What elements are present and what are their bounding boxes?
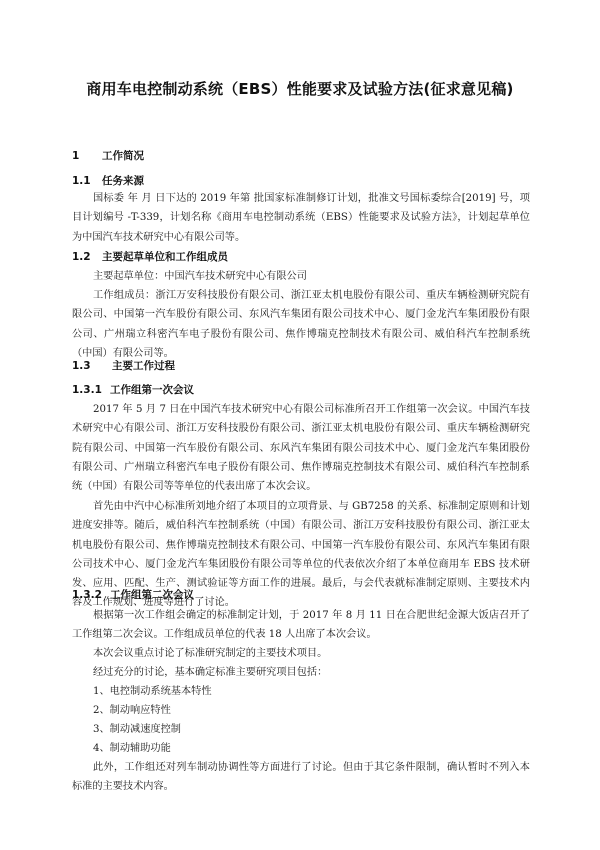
section-title: 任务来源 [102, 175, 144, 187]
section-1-2-heading [72, 249, 228, 264]
section-1-3-2-heading [72, 587, 194, 602]
section-number: 1.2 [72, 251, 91, 263]
list-item: 3、制动减速度控制 [93, 724, 181, 735]
section-title: 主要工作过程 [112, 360, 175, 372]
list-item: 2、制动响应特性 [93, 705, 171, 716]
section-number: 1 [72, 150, 80, 162]
paragraph-meeting2-conclusion: 此外，工作组还对列车制动协调性等方面进行了讨论。但由于其它条件限制，确认暂时不列入本标准的主要技术内容。 [72, 762, 530, 793]
section-title: 工作简况 [102, 150, 144, 162]
section-title: 主要起草单位和工作组成员 [102, 251, 228, 263]
section-title: 工作组第二次会议 [110, 589, 194, 601]
list-item: 1、电控制动系统基本特性 [93, 686, 212, 697]
section-title: 工作组第一次会议 [110, 384, 194, 396]
paragraph-meeting2-intro: 根据第一次工作组会确定的标准制定计划，于 2017 年 8 月 11 日在合肥世纪金源大饭店召开了工作组第二次会议。工作组成员单位的代表 18 人出席了本次会议。 [72, 610, 530, 641]
paragraph-meeting2-discussion: 经过充分的讨论，基本确定标准主要研究项目包括： [93, 667, 328, 678]
section-1-3-1-heading [72, 382, 194, 397]
paragraph-meeting1-attendance: 2017 年 5 月 7 日在中国汽车技术研究中心有限公司标准所召开工作组第一次会议。中国汽车技术研究中心有限公司、浙江万安科技股份有限公司、浙江亚太机电股份有限公司、重庆车辆检测研究院有限公司、中国第一汽车股份有限公司、东风汽车集团有限公司技术中心、厦门金龙汽车集团股份有限公司、广州瑞立科密汽车电子股份有限公司、焦作博瑞克控制技术有限公司、威伯科汽车控制系统（中国）有限公司等等单位的代表出席了本次会议。 [72, 404, 530, 493]
paragraph-meeting1-content: 首先由中汽中心标准所刘地介绍了本项目的立项背景、与 GB7258 的关系、标准制定原则和计划进度安排等。随后，威伯科汽车控制系统（中国）有限公司、浙江万安科技股份有限公司、浙江亚太机电股份有限公司、焦作博瑞克控制技术有限公司、中国第一汽车股份有限公司、东风汽车集团有限公司技术中心、厦门金龙汽车集团股份有限公司等单位的代表依次介绍了本单位商用车 EBS 技术研发、应用、匹配、生产、测试验证等方面工作的进展。最后，与会代表就标准制定原则、主要技术内容及工作规划、进度等进行了讨论。 [72, 501, 530, 609]
section-number: 1.3.1 [72, 384, 102, 396]
paragraph-main-drafter: 主要起草单位：中国汽车技术研究中心有限公司 [93, 271, 307, 282]
document-title: 商用车电控制动系统（EBS）性能要求及试验方法(征求意见稿) [86, 80, 514, 98]
paragraph-members: 工作组成员：浙江万安科技股份有限公司、浙江亚太机电股份有限公司、重庆车辆检测研究院有限公司、中国第一汽车股份有限公司、东风汽车集团有限公司技术中心、厦门金龙汽车集团股份有限公司、广州瑞立科密汽车电子股份有限公司、焦作博瑞克控制技术有限公司、威伯科汽车控制系统（中国）有限公司等。 [72, 290, 530, 359]
section-1-3-heading [72, 358, 175, 373]
list-item: 4、制动辅助功能 [93, 743, 171, 754]
paragraph-meeting2-focus: 本次会议重点讨论了标准研究制定的主要技术项目。 [93, 648, 328, 659]
section-number: 1.3.2 [72, 589, 102, 601]
section-1-1-heading [72, 173, 144, 188]
paragraph-task-source: 国标委 年 月 日下达的 2019 年第 批国家标准制修订计划，批准文号国标委综合[2019] 号，项目计划编号 -T-339，计划名称《商用车电控制动系统（EBS）性能要求及试验方法》，计划起草单位为中国汽车技术研究中心有限公司等。 [72, 193, 530, 243]
section-number: 1.3 [72, 360, 91, 372]
section-number: 1.1 [72, 175, 91, 187]
section-1-heading [72, 148, 144, 163]
